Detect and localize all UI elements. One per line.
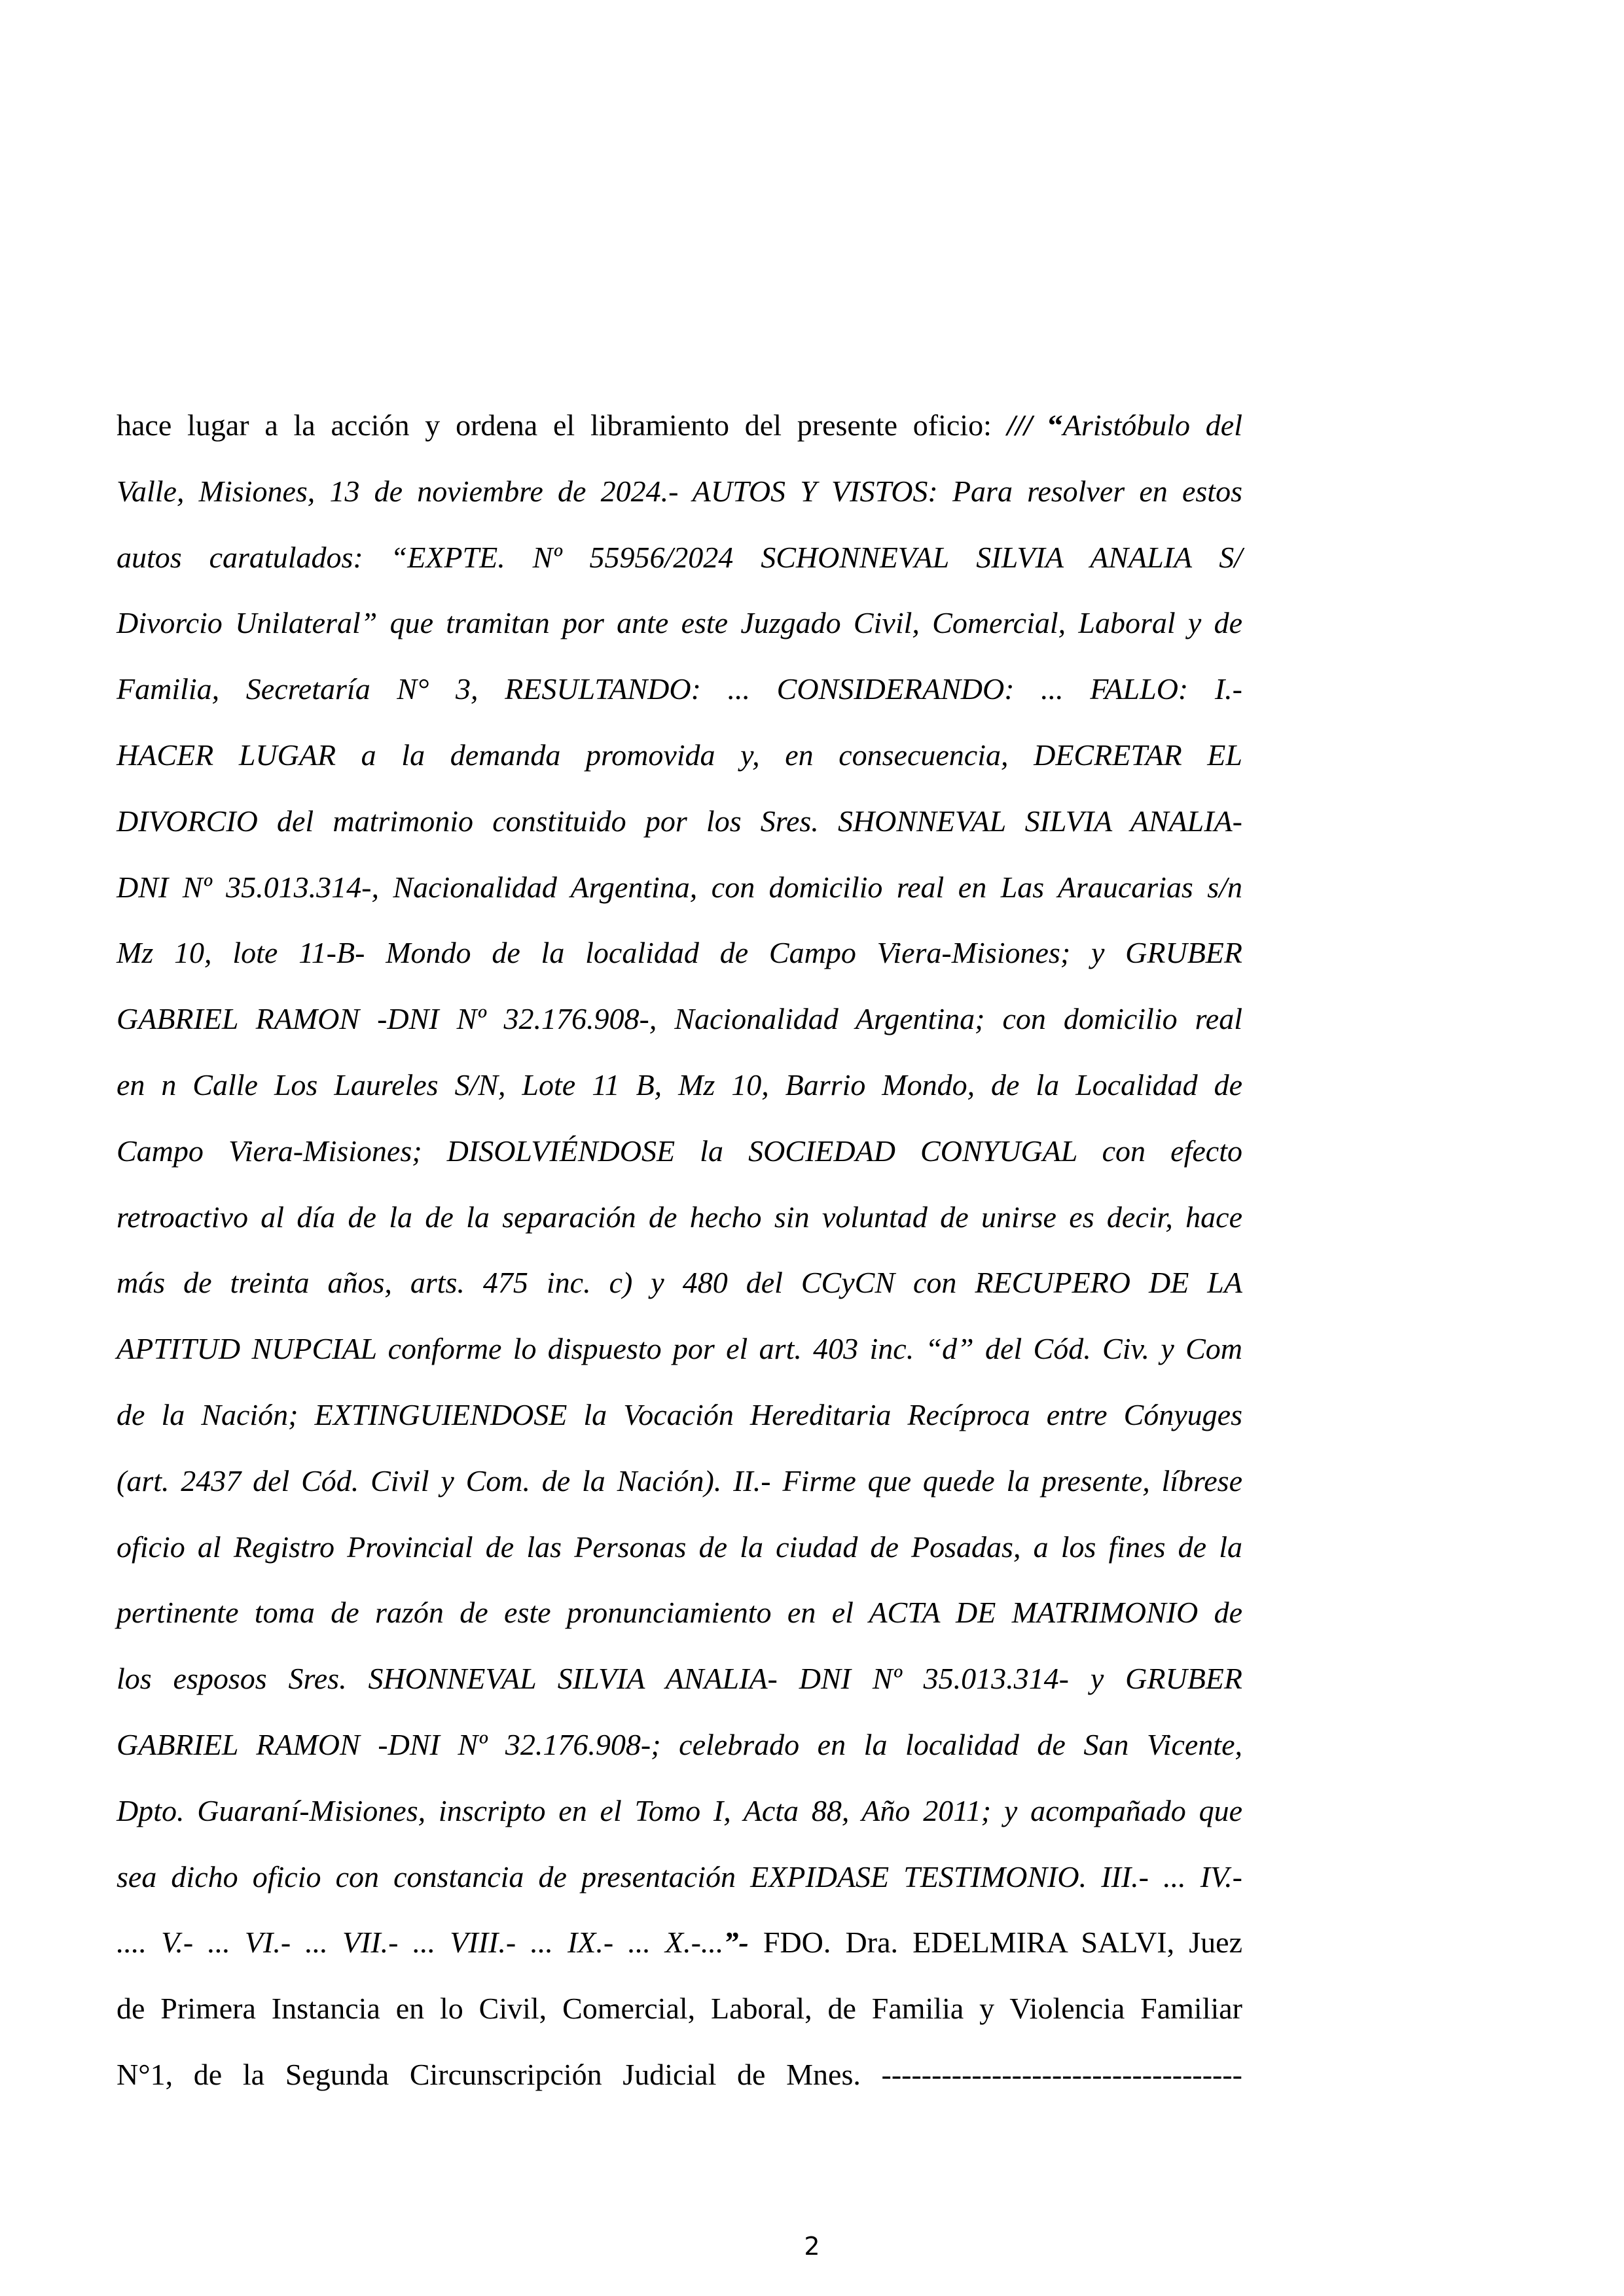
text-line (117, 1185, 1242, 1251)
text-line (117, 1052, 1242, 1119)
text-line (117, 1910, 1242, 1976)
text-segment: Divorcio Unilateral” que tramitan por ante este Juzgado Civil, Comercial, Laboral y de (117, 606, 1242, 640)
text-line (117, 1844, 1242, 1910)
text-line (117, 855, 1242, 921)
text-segment: Aristóbulo del (1062, 408, 1242, 442)
text-line (117, 1250, 1242, 1316)
text-segment: GABRIEL RAMON -DNI Nº 32.176.908-, Nacionalidad Argentina; con domicilio real (117, 1002, 1242, 1036)
text-segment: de Primera Instancia en lo Civil, Comercial, Laboral, de Familia y Violencia Familiar (117, 1992, 1242, 2026)
text-segment: los esposos Sres. SHONNEVAL SILVIA ANALIA- DNI Nº 35.013.314- y GRUBER (117, 1662, 1242, 1696)
text-segment: pertinente toma de razón de este pronunciamiento en el ACTA DE MATRIMONIO de (117, 1596, 1242, 1630)
text-segment: Familia, Secretaría N° 3, RESULTANDO: ... CONSIDERANDO: ... FALLO: I.- (117, 672, 1242, 706)
text-segment: más de treinta años, arts. 475 inc. c) y 480 del CCyCN con RECUPERO DE LA (117, 1266, 1242, 1300)
text-segment: Dpto. Guaraní-Misiones, inscripto en el Tomo I, Acta 88, Año 2011; y acompañado que (117, 1793, 1242, 1827)
text-segment: GABRIEL RAMON -DNI Nº 32.176.908-; celebrado en la localidad de San Vicente, (117, 1727, 1242, 1761)
text-line (117, 1778, 1242, 1844)
text-line (117, 393, 1242, 459)
text-line (117, 789, 1242, 855)
body-text (117, 393, 1242, 2108)
text-segment: HACER LUGAR a la demanda promovida y, en consecuencia, DECRETAR EL (117, 738, 1242, 772)
text-segment: hace lugar a la acción y ordena el libramiento del presente oficio: (117, 408, 1007, 442)
text-line (117, 1382, 1242, 1448)
text-segment: en n Calle Los Laureles S/N, Lote 11 B, Mz 10, Barrio Mondo, de la Localidad de (117, 1067, 1242, 1102)
text-segment: de la Nación; EXTINGUIENDOSE la Vocación Hereditaria Recíproca entre Cónyuges (117, 1397, 1242, 1431)
text-line (117, 920, 1242, 986)
text-segment: N°1, de la Segunda Circunscripción Judicial de Mnes. ------------------------------------ (117, 2057, 1242, 2091)
text-line (117, 1580, 1242, 1646)
text-segment: ”- (723, 1926, 749, 1960)
text-line (117, 459, 1242, 525)
text-segment: autos caratulados: “EXPTE. Nº 55956/2024 SCHONNEVAL SILVIA ANALIA S/ (117, 540, 1242, 574)
text-segment: FDO. Dra. EDELMIRA SALVI, Juez (748, 1926, 1242, 1960)
text-segment: DIVORCIO del matrimonio constituido por los Sres. SHONNEVAL SILVIA ANALIA- (117, 804, 1242, 838)
text-line (117, 656, 1242, 723)
text-segment: Campo Viera-Misiones; DISOLVIÉNDOSE la SOCIEDAD CONYUGAL con efecto (117, 1134, 1242, 1168)
text-line (117, 1316, 1242, 1382)
text-line (117, 1976, 1242, 2042)
page-number: 2 (804, 2232, 820, 2261)
text-segment: APTITUD NUPCIAL conforme lo dispuesto por el art. 403 inc. “d” del Cód. Civ. y Com (117, 1332, 1242, 1366)
text-line (117, 1712, 1242, 1778)
text-line (117, 1646, 1242, 1712)
text-line (117, 1515, 1242, 1581)
text-segment: .... V.- ... VI.- ... VII.- ... VIII.- ... IX.- ... X.-... (117, 1926, 724, 1960)
text-segment: DNI Nº 35.013.314-, Nacionalidad Argentina, con domicilio real en Las Araucarias s/n (117, 870, 1242, 904)
text-segment: /// (1007, 408, 1048, 442)
text-segment: Valle, Misiones, 13 de noviembre de 2024.- AUTOS Y VISTOS: Para resolver en estos (117, 474, 1242, 508)
text-segment: oficio al Registro Provincial de las Personas de la ciudad de Posadas, a los fines de la (117, 1530, 1242, 1564)
text-line (117, 723, 1242, 789)
text-line (117, 1448, 1242, 1515)
text-line (117, 525, 1242, 591)
text-segment: Mz 10, lote 11-B- Mondo de la localidad de Campo Viera-Misiones; y GRUBER (117, 936, 1242, 970)
text-line (117, 986, 1242, 1052)
text-line (117, 1119, 1242, 1185)
text-line (117, 2042, 1242, 2108)
text-line (117, 590, 1242, 656)
text-segment: retroactivo al día de la de la separación de hecho sin voluntad de unirse es decir, hace (117, 1200, 1242, 1234)
text-segment: sea dicho oficio con constancia de presentación EXPIDASE TESTIMONIO. III.- ... IV.- (117, 1859, 1242, 1893)
text-segment: (art. 2437 del Cód. Civil y Com. de la Nación). II.- Firme que quede la presente, líbrese (117, 1463, 1242, 1498)
text-segment: “ (1047, 408, 1063, 442)
